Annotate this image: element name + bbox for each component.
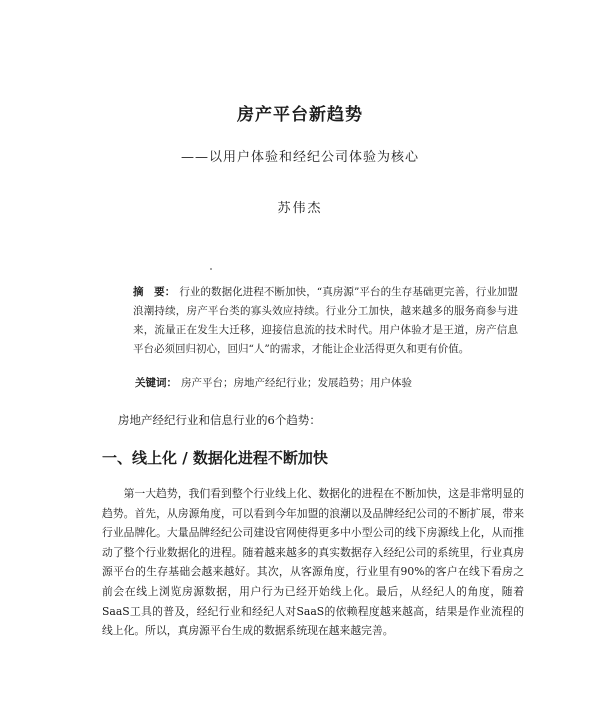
keywords <box>135 375 520 390</box>
section-body: 第一大趋势，我们看到整个行业线上化、数据化的进程在不断加快，这是非常明显的趋势。首先，从房源角度，可以看到今年加盟的浪潮以及品牌经纪公司的不断扩展，带来行业品牌化。大量品牌经纪公司建设官网使得更多中小型公司的线下房源线上化，从而推动了整个行业数据化的进程。随着越来越多的真实数据存入经纪公司的系统里，行业真房源平台的生存基础会越来越好。其次，从客源角度，行业里有90%的客户在线下看房之前会在线上浏览房源数据，用户行为已经开始线上化。最后，从经纪人的角度，随着SaaS工具的普及，经纪行业和经纪人对SaaS的依赖程度越来越高，结果是作业流程的线上化。所以，真房源平台生成的数据系统现在越来越完善。 <box>102 487 524 638</box>
abstract-text: 行业的数据化进程不断加快，“真房源”平台的生存基础更完善，行业加盟浪潮持续，房产平台类的寡头效应持续。行业分工加快，越来越多的服务商参与进来，流量正在发生大迁移，迎接信息流的技术时代。用户体验才是王道，房产信息平台必须回归初心，回归“人”的需求，才能让企业活得更久和更有价值。 <box>133 286 518 355</box>
keywords-label: 关键词： <box>135 377 177 389</box>
author-name: 苏伟杰 <box>277 201 323 216</box>
paper-title: 房产平台新趋势 <box>237 105 363 125</box>
abstract-label: 摘 要： <box>133 286 176 298</box>
scan-speck <box>210 268 212 270</box>
paper-subtitle: ——以用户体验和经纪公司体验为核心 <box>180 150 419 165</box>
keywords-text: 房产平台；房地产经纪行业；发展趋势；用户体验 <box>181 377 412 389</box>
abstract <box>133 283 518 359</box>
section-heading: 一、线上化 / 数据化进程不断加快 <box>102 449 328 467</box>
intro-line: 房地产经纪行业和信息行业的6个趋势： <box>118 413 321 427</box>
